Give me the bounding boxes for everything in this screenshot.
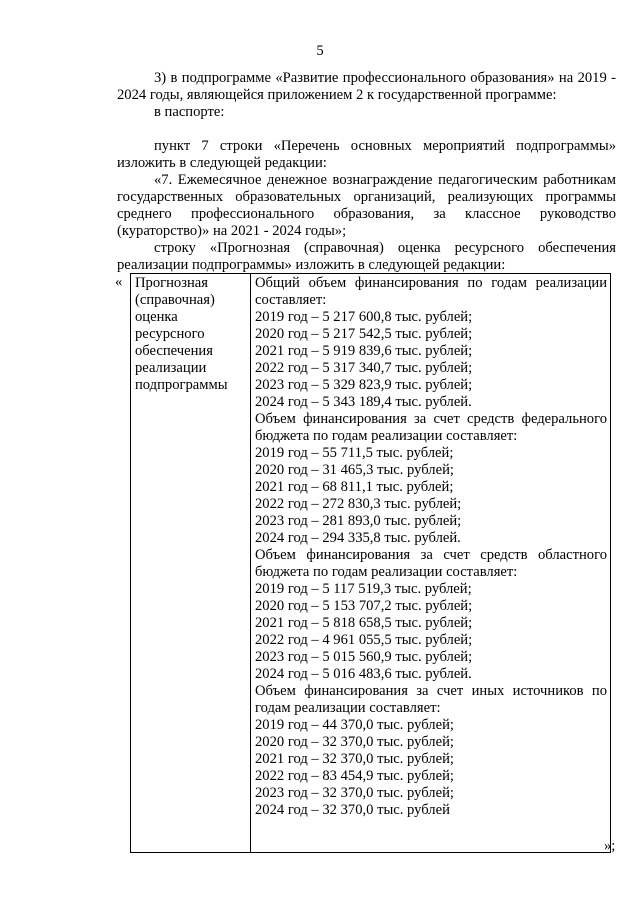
year-amount: 2019 год – 5 117 519,3 тыс. рублей; <box>255 581 472 597</box>
year-amount: 2023 год – 5 329 823,9 тыс. рублей; <box>255 377 473 393</box>
year-amount: 2020 год – 5 153 707,2 тыс. рублей; <box>255 598 473 614</box>
label-line: ресурсного <box>135 326 205 342</box>
content-cell <box>251 274 611 853</box>
section-heading: Объем финансирования за счет средств областного бюджета по годам реализации составляет: <box>255 547 607 580</box>
year-amount: 2019 год – 5 217 600,8 тыс. рублей; <box>255 309 473 325</box>
paragraph-item-7: пункт 7 строки «Перечень основных мероприятий подпрограммы» изложить в следующей редакции: <box>117 138 616 171</box>
year-amount: 2022 год – 5 317 340,7 тыс. рублей; <box>255 360 473 376</box>
year-amount: 2021 год – 5 818 658,5 тыс. рублей; <box>255 615 473 631</box>
year-amount: 2019 год – 44 370,0 тыс. рублей; <box>255 717 454 733</box>
paragraph-subprogram: 3) в подпрограмме «Развитие профессионального образования» на 2019 - 2024 годы, являющейся приложением 2 к государственной программе: <box>117 70 616 103</box>
page-number: 5 <box>316 43 324 59</box>
year-amount: 2020 год – 32 370,0 тыс. рублей; <box>255 734 454 750</box>
section-heading: Объем финансирования за счет средств федерального бюджета по годам реализации составляет: <box>255 411 607 444</box>
label-line: (справочная) <box>135 292 215 308</box>
label-line: обеспечения <box>135 343 213 359</box>
label-line: реализации <box>135 360 207 376</box>
year-amount: 2024 год – 5 343 189,4 тыс. рублей. <box>255 394 472 410</box>
year-amount: 2021 год – 5 919 839,6 тыс. рублей; <box>255 343 473 359</box>
year-amount: 2022 год – 4 961 055,5 тыс. рублей; <box>255 632 473 648</box>
table-open-quote: « <box>115 274 123 290</box>
year-amount: 2022 год – 83 454,9 тыс. рублей; <box>255 768 454 784</box>
year-amount: 2020 год – 5 217 542,5 тыс. рублей; <box>255 326 473 342</box>
paragraph-resource-row: строку «Прогнозная (справочная) оценка ресурсного обеспечения реализации подпрограммы» изложить в следующей редакции: <box>117 240 616 273</box>
year-amount: 2023 год – 32 370,0 тыс. рублей; <box>255 785 454 801</box>
year-amount: 2024 год – 5 016 483,6 тыс. рублей. <box>255 666 472 682</box>
table-row <box>131 274 611 853</box>
year-amount: 2023 год – 5 015 560,9 тыс. рублей; <box>255 649 473 665</box>
section-heading: Объем финансирования за счет иных источников по годам реализации составляет: <box>255 683 607 716</box>
year-amount: 2023 год – 281 893,0 тыс. рублей; <box>255 513 462 529</box>
section-heading: Общий объем финансирования по годам реализации составляет: <box>255 275 607 308</box>
year-amount: 2020 год – 31 465,3 тыс. рублей; <box>255 462 454 478</box>
label-line: подпрограммы <box>135 377 228 393</box>
year-amount: 2024 год – 294 335,8 тыс. рублей. <box>255 530 461 546</box>
label-line: оценка <box>135 309 178 325</box>
paragraph-item-7-text: «7. Ежемесячное денежное вознаграждение педагогическим работникам государственных образовательных организаций, реализующих программы среднего профессионального образования, за классное руководство (кураторство)» на 2021 - 2024 годы»; <box>117 172 616 239</box>
year-amount: 2022 год – 272 830,3 тыс. рублей; <box>255 496 462 512</box>
year-amount: 2019 год – 55 711,5 тыс. рублей; <box>255 445 454 461</box>
resource-table <box>130 273 611 853</box>
label-line: Прогнозная <box>135 275 208 291</box>
year-amount: 2021 год – 32 370,0 тыс. рублей; <box>255 751 454 767</box>
paragraph-passport: в паспорте: <box>154 104 225 120</box>
year-amount: 2021 год – 68 811,1 тыс. рублей; <box>255 479 454 495</box>
label-cell <box>131 274 251 853</box>
table-close-quote: »; <box>604 838 616 854</box>
year-amount: 2024 год – 32 370,0 тыс. рублей <box>255 802 450 818</box>
